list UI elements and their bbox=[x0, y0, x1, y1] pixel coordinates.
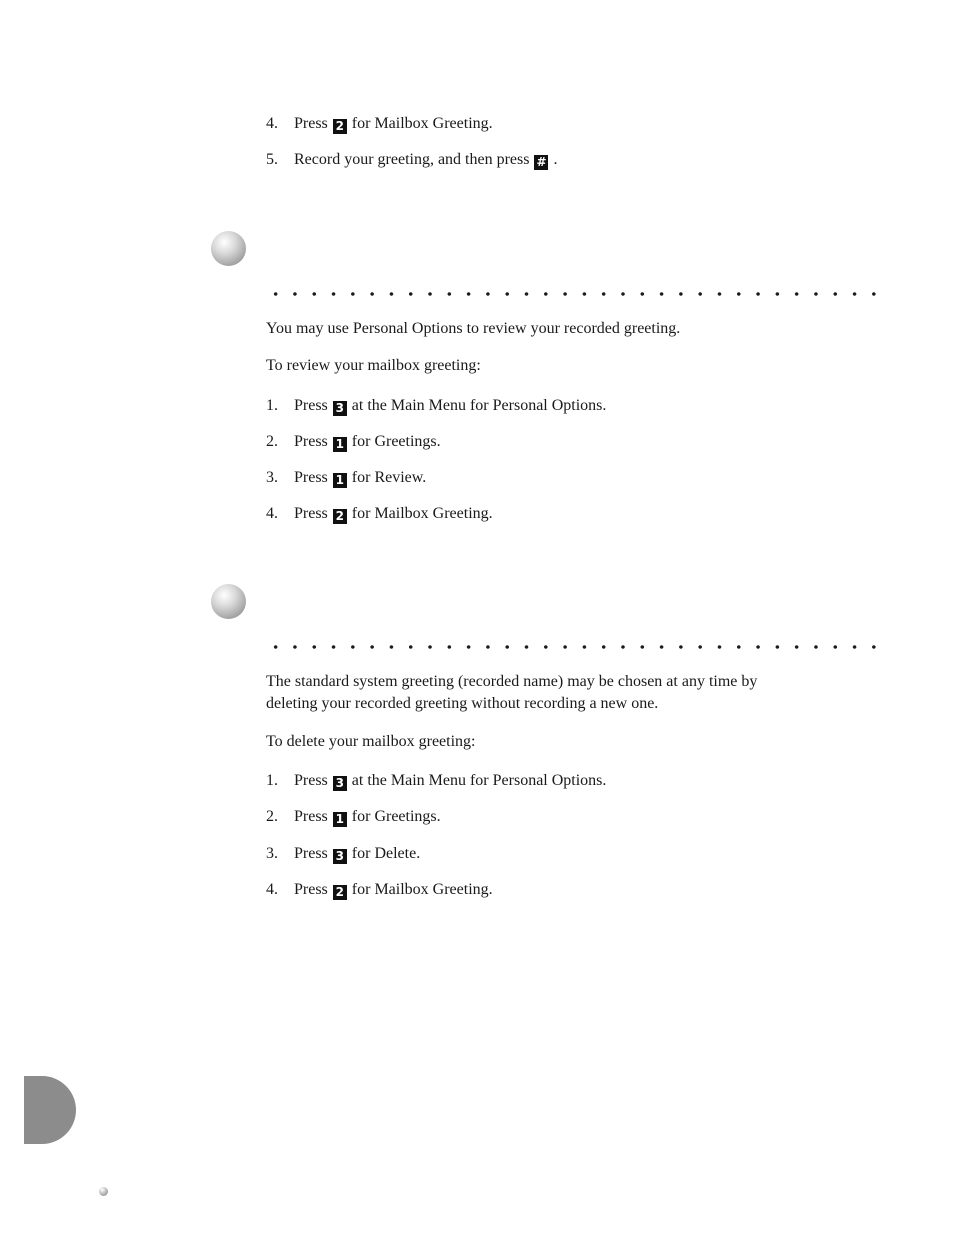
section-bullet-icon bbox=[211, 231, 246, 266]
step-text: for Review. bbox=[351, 469, 427, 486]
step-text: Press bbox=[294, 881, 328, 898]
keypad-key: 2 bbox=[333, 509, 347, 524]
list-item bbox=[266, 150, 557, 170]
list-item bbox=[266, 771, 606, 791]
keypad-key: 1 bbox=[333, 437, 347, 452]
list-item bbox=[266, 432, 441, 452]
section-intro: You may use Personal Options to review your recorded greeting. bbox=[266, 320, 681, 337]
step-number: 2. bbox=[266, 808, 278, 825]
step-text: for Greetings. bbox=[351, 433, 441, 450]
step-text: Press bbox=[294, 808, 328, 825]
step-number: 1. bbox=[266, 772, 278, 789]
chapter-tab bbox=[24, 1076, 76, 1144]
footer-bullet-icon bbox=[99, 1187, 108, 1196]
keypad-key: # bbox=[536, 155, 547, 169]
step-number: 1. bbox=[266, 397, 278, 414]
keypad-key: 1 bbox=[333, 812, 347, 827]
step-number: 2. bbox=[266, 433, 278, 450]
step-text: . bbox=[553, 151, 558, 168]
list-item bbox=[266, 396, 606, 416]
step-text: Press bbox=[294, 115, 328, 132]
list-item bbox=[266, 468, 426, 488]
list-item bbox=[266, 880, 493, 900]
step-number: 5. bbox=[266, 151, 278, 168]
step-number: 4. bbox=[266, 505, 278, 522]
step-text: Press bbox=[294, 397, 328, 414]
step-number: 4. bbox=[266, 881, 278, 898]
keypad-key: 3 bbox=[333, 401, 347, 416]
step-text: Press bbox=[294, 469, 328, 486]
step-number: 3. bbox=[266, 469, 278, 486]
step-text: Press bbox=[294, 772, 328, 789]
dotted-divider bbox=[266, 292, 882, 296]
step-text: for Greetings. bbox=[351, 808, 441, 825]
keypad-key: 2 bbox=[333, 885, 347, 900]
section-intro bbox=[266, 671, 757, 715]
keypad-key: 2 bbox=[333, 119, 347, 134]
dotted-divider bbox=[266, 645, 882, 649]
keypad-key: 1 bbox=[333, 473, 347, 488]
list-item bbox=[266, 844, 420, 864]
step-text: Record your greeting, and then press bbox=[294, 151, 530, 168]
step-text: for Mailbox Greeting. bbox=[351, 505, 493, 522]
list-item bbox=[266, 114, 493, 134]
step-text: Press bbox=[294, 845, 328, 862]
step-number: 4. bbox=[266, 115, 278, 132]
intro-line: deleting your recorded greeting without recording a new one. bbox=[266, 695, 659, 712]
list-item bbox=[266, 504, 493, 524]
step-text: Press bbox=[294, 505, 328, 522]
step-text: for Mailbox Greeting. bbox=[351, 115, 493, 132]
step-text: for Mailbox Greeting. bbox=[351, 881, 493, 898]
keypad-key: 3 bbox=[333, 776, 347, 791]
procedure-lead: To delete your mailbox greeting: bbox=[266, 733, 476, 750]
step-number: 3. bbox=[266, 845, 278, 862]
list-item bbox=[266, 807, 441, 827]
section-bullet-icon bbox=[211, 584, 246, 619]
intro-line: The standard system greeting (recorded name) may be chosen at any time by bbox=[266, 673, 758, 690]
step-text: for Delete. bbox=[351, 845, 421, 862]
step-text: at the Main Menu for Personal Options. bbox=[351, 397, 607, 414]
keypad-key: 3 bbox=[333, 849, 347, 864]
procedure-lead: To review your mailbox greeting: bbox=[266, 357, 481, 374]
step-text: Press bbox=[294, 433, 328, 450]
step-text: at the Main Menu for Personal Options. bbox=[351, 772, 607, 789]
